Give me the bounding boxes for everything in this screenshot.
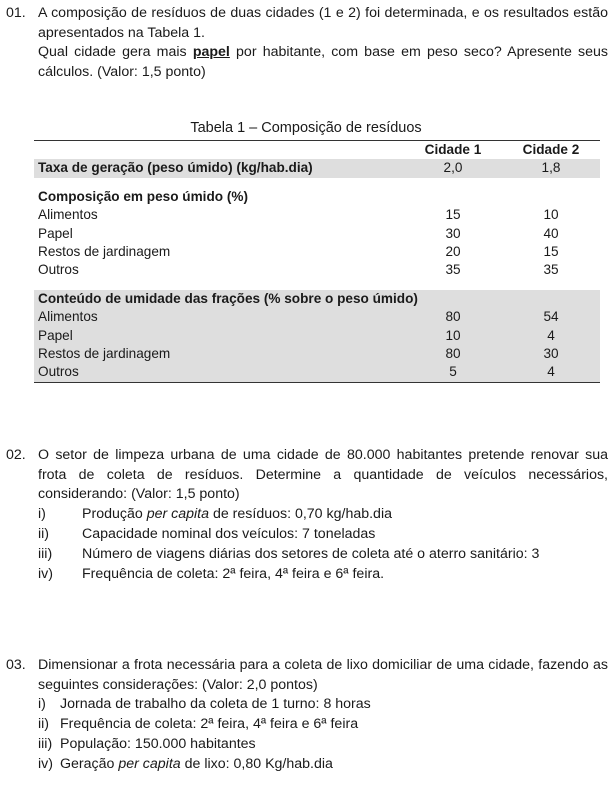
emphasized-word: papel <box>192 44 230 60</box>
considerations-list <box>38 505 608 585</box>
question-1 <box>6 4 608 82</box>
table-row: Restos de jardinagem 20 15 <box>38 244 559 260</box>
question-text: Dimensionar a frota necessária para a coleta de lixo domiciliar de uma cidade, fazendo as seguintes considerações: (Valor: 2,0 pontos) <box>38 657 608 693</box>
waste-composition-table <box>34 140 600 383</box>
list-item: ii) Frequência de coleta: 2ª feira, 4ª feira e 6ª feira <box>38 716 359 733</box>
question-number: 01. <box>6 5 26 21</box>
list-item: iii) População: 150.000 habitantes <box>38 736 256 753</box>
row-label: Taxa de geração (peso úmido) (kg/hab.dia) <box>34 159 404 177</box>
question-number: 03. <box>6 657 26 673</box>
question-text: O setor de limpeza urbana de uma cidade de 80.000 habitantes pretende renovar sua frota de coleta de resíduos. Determine a quantidade de veículos necessários, considerando: (Valor: 1,5 ponto) <box>38 447 608 502</box>
list-item: iv) Geração per capita de lixo: 0,80 Kg/hab.dia <box>38 756 333 773</box>
question-3 <box>6 656 608 775</box>
question-2 <box>6 446 608 585</box>
section-title-composition: Composição em peso úmido (%) <box>38 188 248 204</box>
list-item: iv) Frequência de coleta: 2ª feira, 4ª feira e 6ª feira. <box>38 565 385 582</box>
table-row: Restos de jardinagem 80 30 <box>34 345 600 363</box>
question-text: A composição de resíduos de duas cidades (1 e 2) foi determinada, e os resultados estão apresentados na Tabela 1. <box>38 5 608 41</box>
question-number: 02. <box>6 447 26 463</box>
table-row: Outros 35 35 <box>38 262 559 278</box>
table-row: Papel 30 40 <box>38 225 559 241</box>
list-item: i) Jornada de trabalho da coleta de 1 turno: 8 horas <box>38 696 371 713</box>
considerations-list <box>38 695 608 775</box>
table-row-generation-rate: Taxa de geração (peso úmido) (kg/hab.dia) 2,0 1,8 <box>34 159 600 177</box>
table-row: Alimentos 80 54 <box>34 308 600 326</box>
column-header-city-2: Cidade 2 <box>502 141 600 160</box>
table-row: Alimentos 15 10 <box>38 207 559 223</box>
question-prompt: Qual cidade gera mais papel por habitante, com base em peso seco? Apresente seus cálculos. (Valor: 1,5 ponto) <box>38 44 608 80</box>
table-caption: Tabela 1 – Composição de resíduos <box>190 120 422 136</box>
list-item: iii) Número de viagens diárias dos setores de coleta até o aterro sanitário: 3 <box>38 545 540 562</box>
list-item: ii) Capacidade nominal dos veículos: 7 toneladas <box>38 525 376 542</box>
table-row: Outros 5 4 <box>34 363 600 382</box>
column-header-city-1: Cidade 1 <box>404 141 502 160</box>
list-item: i) Produção per capita de resíduos: 0,70 kg/hab.dia <box>38 505 392 522</box>
table-header-row <box>34 141 600 160</box>
table-row: Papel 10 4 <box>34 327 600 345</box>
section-title-moisture: Conteúdo de umidade das frações (% sobre o peso úmido) <box>34 290 600 308</box>
